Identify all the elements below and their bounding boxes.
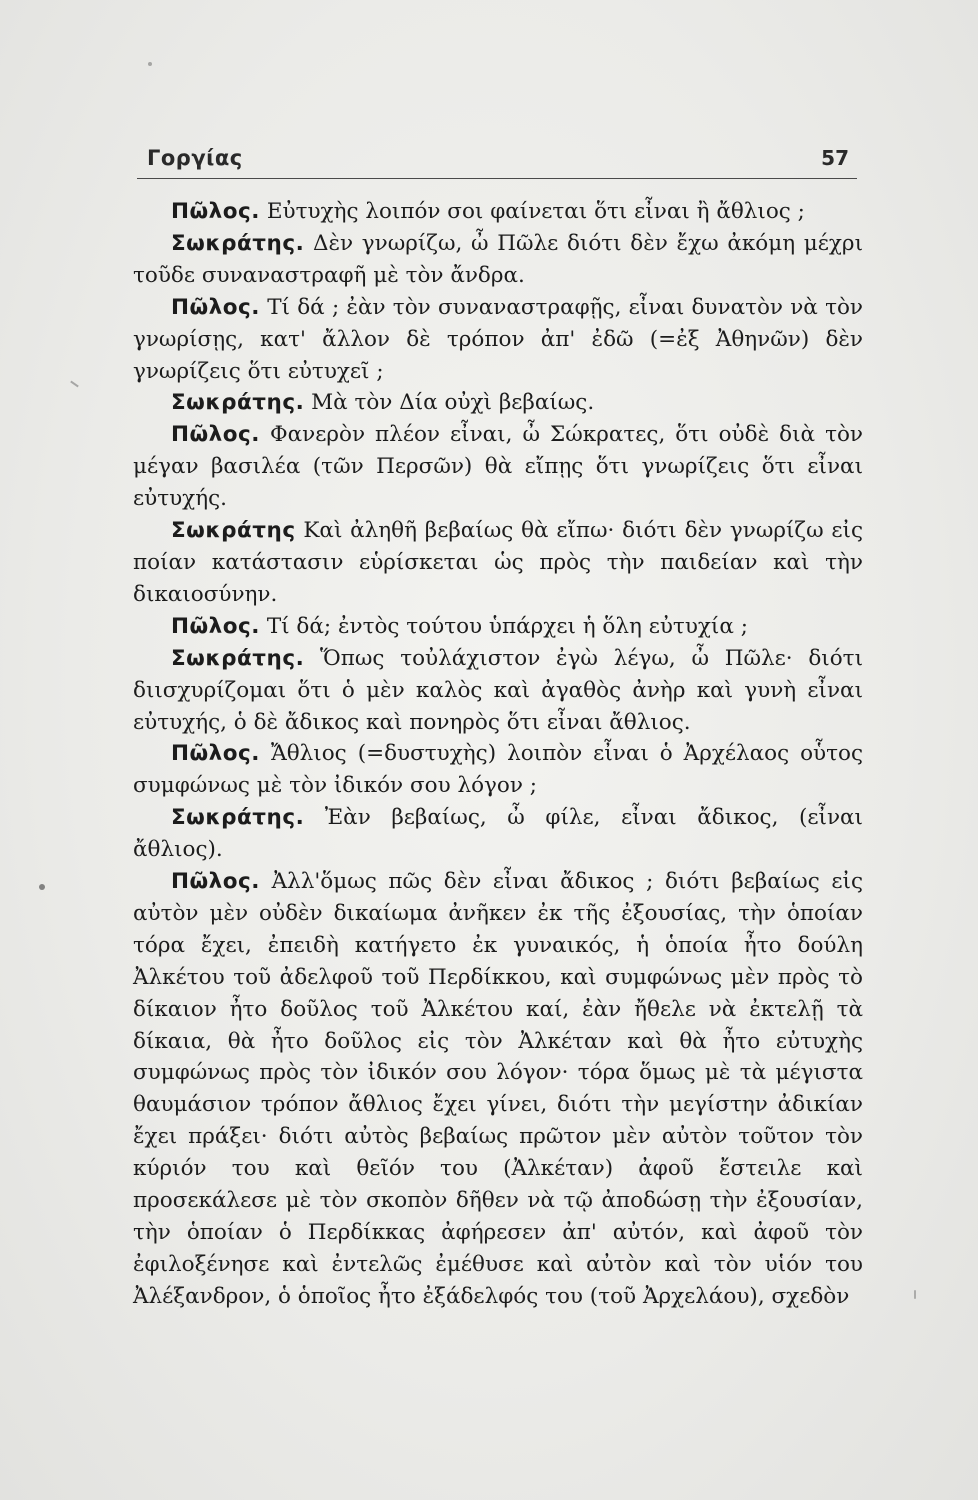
dialogue-paragraph (133, 419, 863, 515)
speech-text: Ἄθλιος (=δυστυχὴς) λοιπὸν εἶναι ὁ Ἀρχέλαος οὗτος συμφώνως μὲ τὸν ἰδικόν σου λόγον ; (133, 741, 863, 799)
speaker-name: Σωκράτης. (171, 230, 305, 256)
header-rule (137, 178, 857, 179)
dialogue-paragraph (133, 611, 863, 643)
dialogue-paragraph (133, 196, 863, 228)
speech-text: Ὅπως τοὐλάχιστον ἐγὼ λέγω, ὦ Πῶλε· διότι διισχυρίζομαι ὅτι ὁ μὲν καλὸς καὶ ἀγαθὸς ἀνὴρ καὶ γυνὴ εἶναι εὐτυχής, ὁ δὲ ἄδικος καὶ πονηρὸς ὅτι εἶναι ἄθλιος. (133, 645, 864, 735)
dialogue-paragraph (133, 292, 863, 388)
speaker-name: Σωκράτης. (171, 645, 305, 671)
speaker-name: Πῶλος. (171, 613, 260, 639)
dialogue-paragraph (133, 738, 863, 802)
speaker-name: Πῶλος. (171, 869, 260, 895)
speech-text: Μὰ τὸν Δία οὐχὶ βεβαίως. (311, 390, 595, 416)
speck-mark (70, 381, 79, 388)
page-header (137, 140, 857, 180)
speech-text: Ἐὰν βεβαίως, ὦ φίλε, εἶναι ἄδικος, (εἶναι ἄθλιος). (133, 805, 863, 863)
speaker-name: Σωκράτης (171, 518, 296, 544)
speaker-name: Πῶλος. (171, 741, 260, 767)
speck-mark (914, 1290, 916, 1299)
speech-text: Εὐτυχὴς λοιπόν σοι φαίνεται ὅτι εἶναι ἢ ἄθλιος ; (266, 199, 805, 224)
speech-text: Καὶ ἀληθῆ βεβαίως θὰ εἴπω· διότι δὲν γνωρίζω εἰς ποίαν κατάστασιν εὑρίσκεται ὡς πρὸς τὴν παιδείαν καὶ τὴν δικαιοσύνην. (133, 518, 863, 607)
dialogue-text (133, 196, 863, 1313)
speaker-name: Σωκράτης. (171, 805, 305, 831)
dialogue-paragraph (133, 515, 863, 611)
speech-text: Τί δά ; ἐὰν τὸν συναναστραφῇς, εἶναι δυνατὸν νὰ τὸν γνωρίσῃς, κατ' ἄλλον δὲ τρόπον ἀπ' ἐδῶ (=ἐξ Ἀθηνῶν) δὲν γνωρίζεις ὅτι εὐτυχεῖ ; (133, 294, 863, 384)
speaker-name: Πῶλος. (171, 199, 260, 224)
running-title: Γοργίας (147, 146, 243, 170)
dialogue-paragraph (133, 387, 863, 419)
speech-text: Δὲν γνωρίζω, ὦ Πῶλε διότι δὲν ἔχω ἀκόμη μέχρι τοῦδε συναναστραφῆ μὲ τὸν ἄνδρα. (133, 230, 863, 288)
dialogue-paragraph (133, 866, 863, 1313)
speaker-name: Πῶλος. (171, 294, 260, 320)
dialogue-paragraph (133, 802, 863, 866)
speck-mark (148, 62, 152, 66)
speaker-name: Σωκράτης. (171, 390, 305, 416)
dialogue-paragraph (133, 228, 863, 292)
speech-text: Φανερὸν πλέον εἶναι, ὦ Σώκρατες, ὅτι οὐδὲ διὰ τὸν μέγαν βασιλέα (τῶν Περσῶν) θὰ εἴπῃς ὅτι γνωρίζεις ὅτι εἶναι εὐτυχής. (133, 422, 863, 512)
page-number: 57 (821, 146, 849, 170)
speech-text: Ἀλλ'ὅμως πῶς δὲν εἶναι ἄδικος ; διότι βεβαίως εἰς αὐτὸν μὲν οὐδὲν δικαίωμα ἀνῆκεν ἐκ τῆς ἐξουσίας, τὴν ὁποίαν τόρα ἔχει, ἐπειδὴ κατήγετο ἐκ γυναικός, ἡ ὁποία ἦτο δούλη Ἀλκέτου τοῦ ἀδελφοῦ τοῦ Περδίκκου, καὶ συμφώνως μὲν πρὸς τὸ δίκαιον ἦτο δοῦλος τοῦ Ἀλκέτου καί, ἐὰν ἤθελε νὰ ἐκτελῇ τὰ δίκαια, θὰ ἦτο δοῦλος εἰς τὸν Ἀλκέταν καὶ θὰ ἦτο εὐτυχὴς συμφώνως πρὸς τὸν ἰδικόν σου λόγον· τόρα ὅμως μὲ τὰ μέγιστα θαυμάσιον τρόπον ἄθλιος ἔχει γίνει, διότι τὴν μεγίστην ἀδικίαν ἔχει πράξει· διότι αὐτὸς βεβαίως πρῶτον μὲν αὐτὸν τοῦτον τὸν κύριόν του καὶ θεῖόν του (Ἀλκέταν) ἀφοῦ ἔστειλε καὶ προσεκάλεσε μὲ τὸν σκοπὸν δῆθεν νὰ τῷ ἀποδώσῃ τὴν ἐξουσίαν, τὴν ὁποίαν ὁ Περδίκκας ἀφήρεσεν ἀπ' αὐτόν, καὶ ἀφοῦ τὸν ἐφιλοξένησε καὶ ἐντελῶς ἐμέθυσε καὶ αὐτὸν καὶ τὸν υἱόν του Ἀλέξανδρον, ὁ ὁποῖος ἦτο ἐξάδελφός του (τοῦ Ἀρχελάου), σχεδὸν (133, 869, 863, 1309)
speech-text: Τί δά; ἐντὸς τούτου ὑπάρχει ἡ ὅλη εὐτυχία ; (266, 613, 748, 639)
dialogue-paragraph (133, 643, 863, 739)
speaker-name: Πῶλος. (171, 422, 260, 448)
speck-mark (39, 884, 45, 890)
